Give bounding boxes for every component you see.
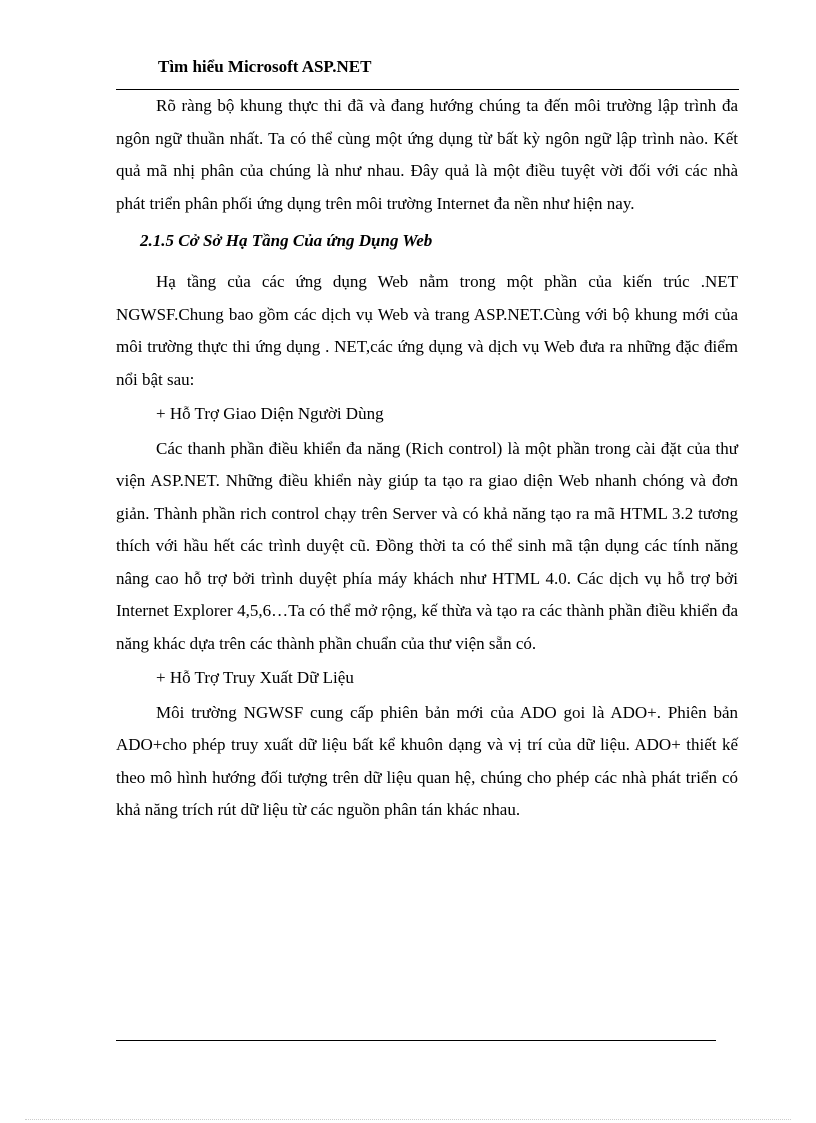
- paragraph-4: Môi trường NGWSF cung cấp phiên bản mới của ADO goi là ADO+. Phiên bản ADO+cho phép truy xuất dữ liệu bất kể khuôn dạng và vị trí của dữ liệu. ADO+ thiết kế theo mô hình hướng đối tượng trên dữ liệu quan hệ, chúng cho phép các nhà phát triển có khả năng trích rút dữ liệu từ các nguồn phân tán khác nhau.: [116, 702, 738, 819]
- page-header-title: Tìm hiểu Microsoft ASP.NET: [158, 57, 372, 76]
- paragraph-2: Hạ tầng của các ứng dụng Web nằm trong một phần của kiến trúc .NET NGWSF.Chung bao gồm các dịch vụ Web và trang ASP.NET.Cùng với bộ khung mới của môi trường thực thi ứng dụng . NET,các ứng dụng và dịch vụ Web đưa ra những đặc điểm nổi bật sau:: [116, 272, 738, 389]
- list-heading-data-access: + Hỗ Trợ Truy Xuất Dữ Liệu: [156, 668, 354, 687]
- paragraph-3: Các thanh phần điều khiển đa năng (Rich control) là một phần trong cài đặt của thư viện ASP.NET. Những điều khiển này giúp ta tạo ra giao diện Web nhanh chóng và đơn giản. Thành phần rich control chạy trên Server và có khả năng tạo ra mã HTML 3.2 tương thích với hầu hết các trình duyệt cũ. Đồng thời ta có thể sinh mã tận dụng các tính năng nâng cao hỗ trợ bởi trình duyệt phía máy khách như HTML 4.0. Các dịch vụ hỗ trợ bởi Internet Explorer 4,5,6…Ta có thể mở rộng, kế thừa và tạo ra các thành phần điều khiển đa năng khác dựa trên các thành phần chuẩn của thư viện sẵn có.: [116, 438, 738, 653]
- page-bottom-edge: [25, 1119, 791, 1120]
- document-body: [116, 90, 738, 827]
- footer-divider: [116, 1040, 716, 1041]
- section-heading: 2.1.5 Cở Sở Hạ Tầng Của ứng Dụng Web: [140, 231, 433, 250]
- list-heading-ui-support: + Hỗ Trợ Giao Diện Người Dùng: [156, 404, 384, 423]
- paragraph-1: Rõ ràng bộ khung thực thi đã và đang hướng chúng ta đến môi trường lập trình đa ngôn ngữ thuần nhất. Ta có thể cùng một ứng dụng từ bất kỳ ngôn ngữ lập trình nào. Kết quả mã nhị phân của chúng là như nhau. Đây quả là một điều tuyệt vời đối với các nhà phát triển phân phối ứng dụng trên môi trường Internet đa nền như hiện nay.: [116, 96, 738, 213]
